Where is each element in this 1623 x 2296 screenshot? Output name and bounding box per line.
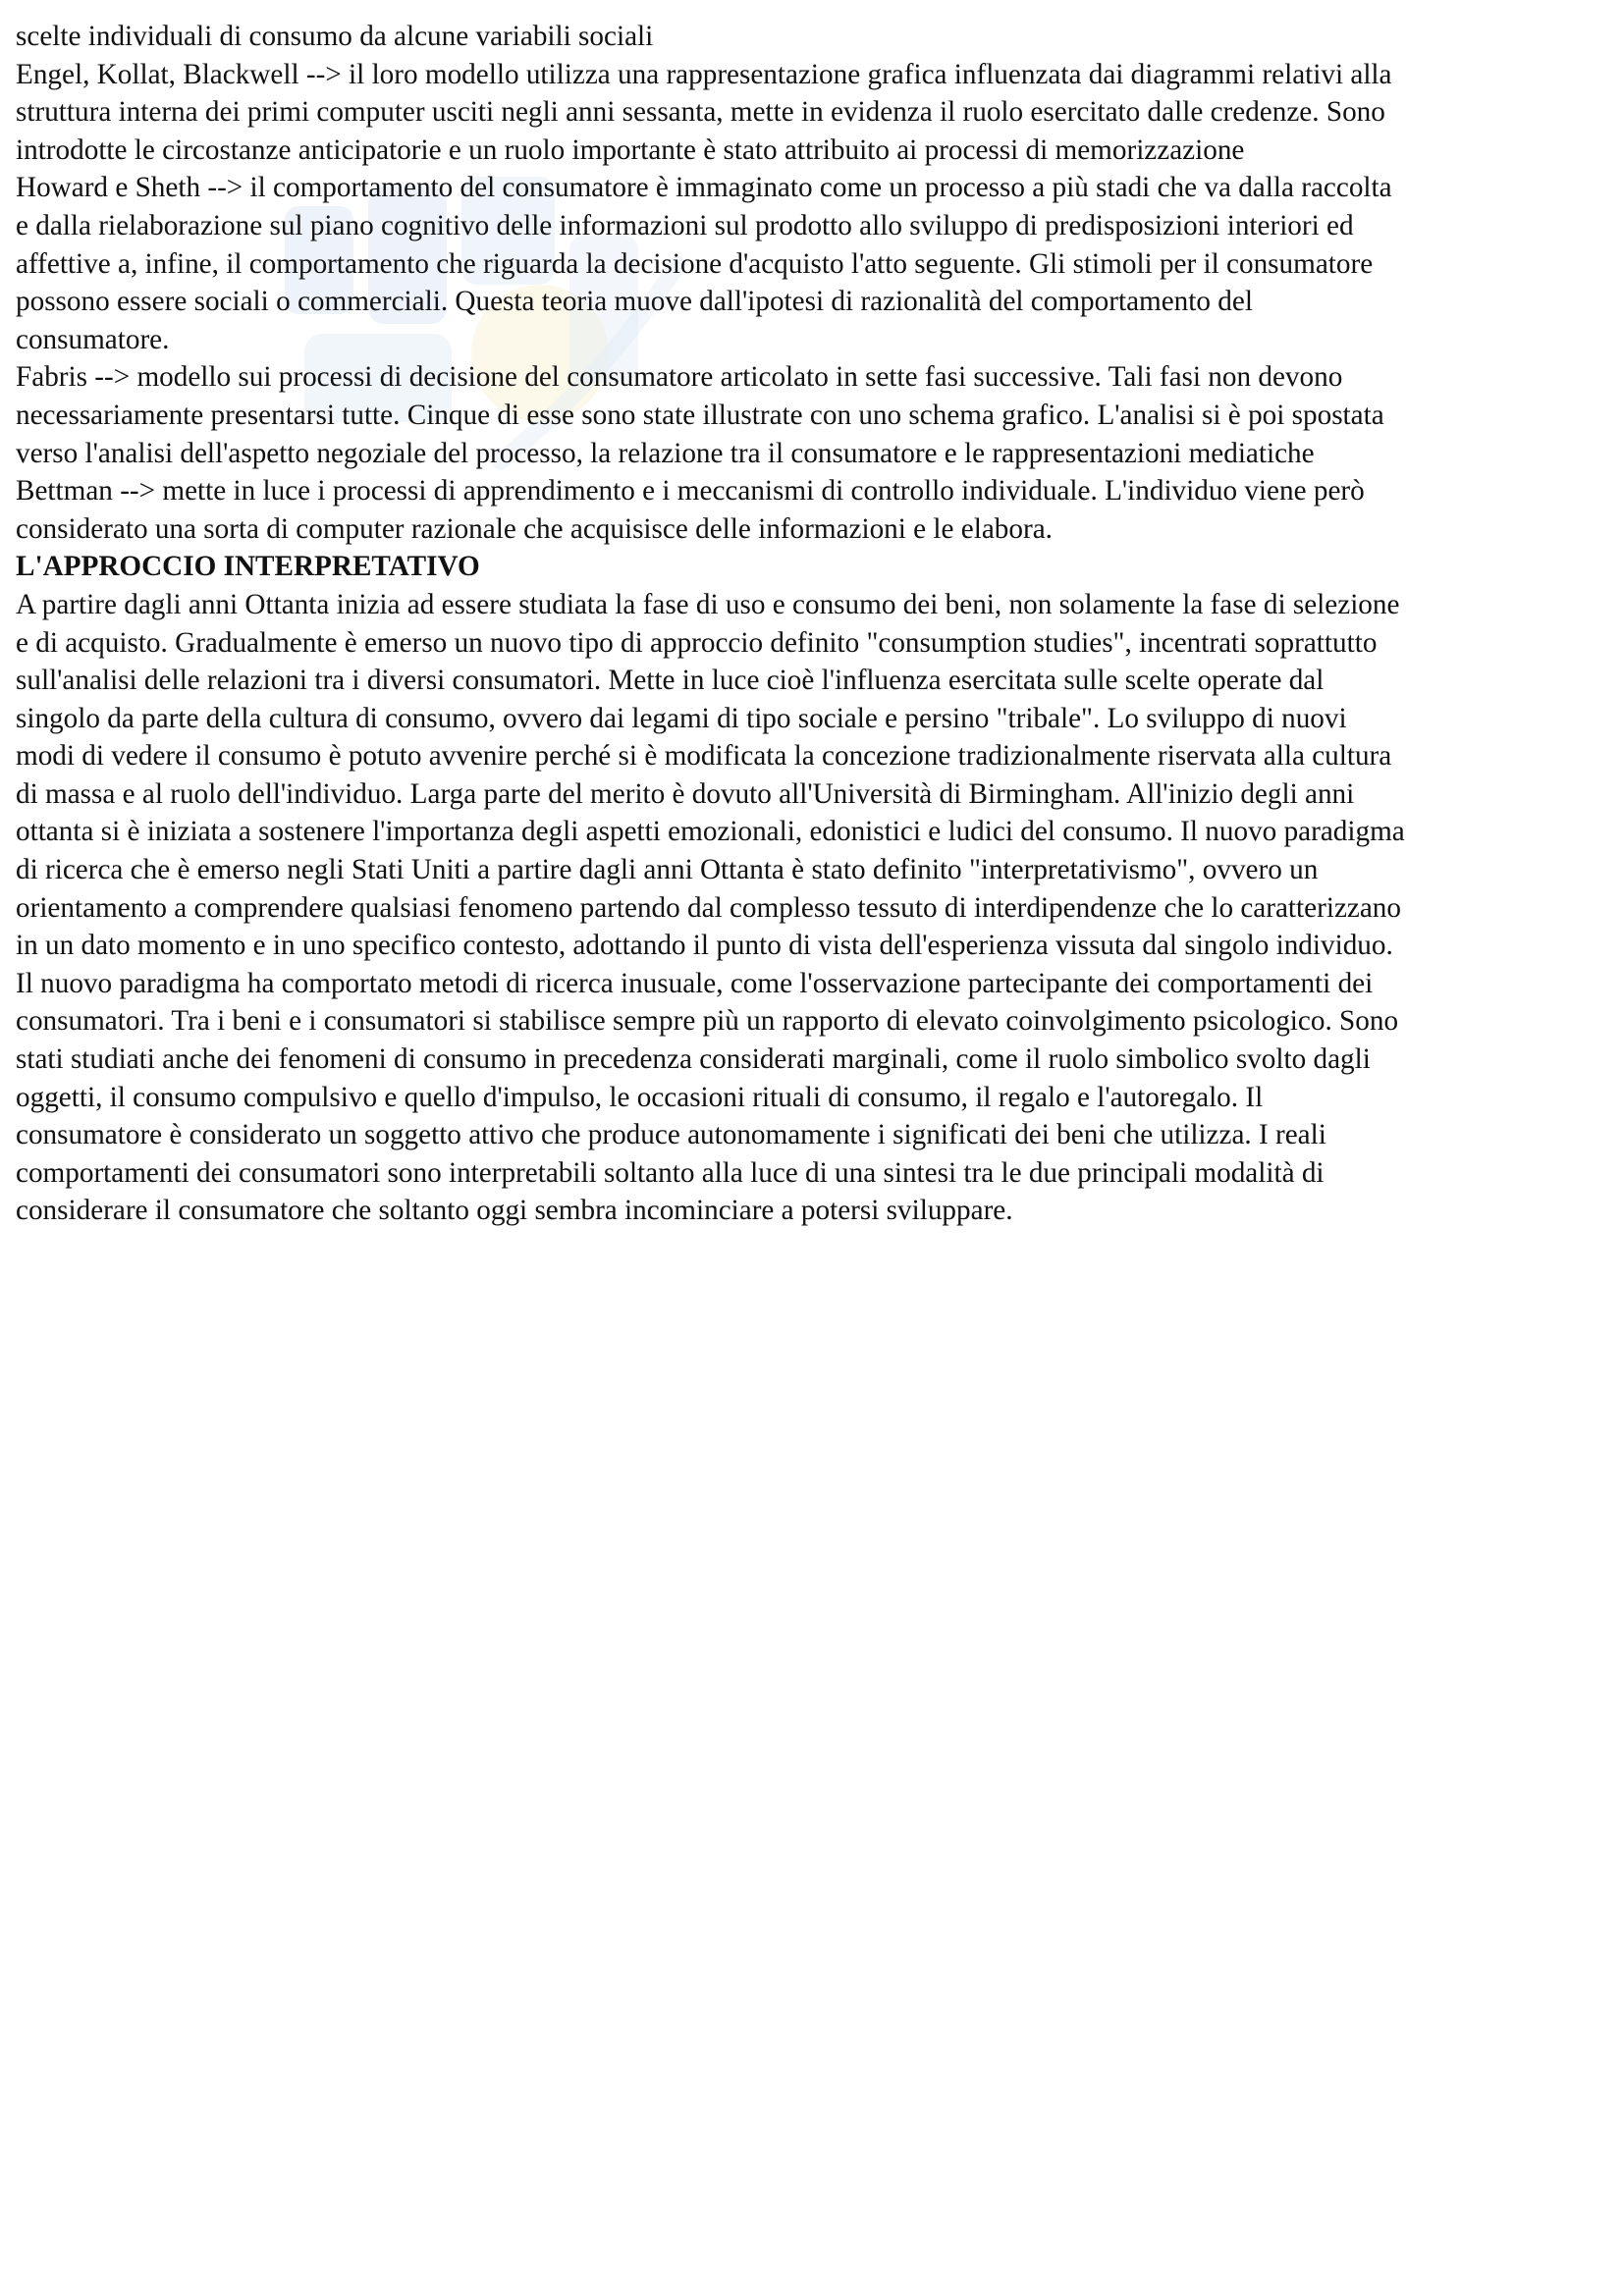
text-line: scelte individuali di consumo da alcune variabili sociali [16, 21, 654, 52]
text-line: Bettman --> mette in luce i processi di apprendimento e i meccanismi di controllo individuale. L'individuo viene però [16, 475, 1365, 507]
text-line: introdotte le circostanze anticipatorie e un ruolo importante è stato attribuito ai processi di memorizzazione [16, 133, 1245, 166]
body-line: di ricerca che è emerso negli Stati Uniti a partire dagli anni Ottanta è stato definito "interpretativismo", ovvero un [16, 854, 1319, 886]
text-line: Howard e Sheth --> il comportamento del consumatore è immaginato come un processo a più stadi che va dalla raccolta [16, 172, 1392, 204]
body-line: in un dato momento e in uno specifico contesto, adottando il punto di vista dell'esperienza vissuta dal singolo individuo. [16, 930, 1393, 962]
text-line: possono essere sociali o commerciali. Questa teoria muove dall'ipotesi di razionalità del comportamento del [16, 286, 1253, 318]
body-line: comportamenti dei consumatori sono interpretabili soltanto alla luce di una sintesi tra le due principali modalità di [16, 1156, 1325, 1189]
section-heading: L'APPROCCIO INTERPRETATIVO [16, 551, 480, 583]
body-line: considerare il consumatore che soltanto oggi sembra incominciare a potersi sviluppare. [16, 1195, 1013, 1227]
body-line: oggetti, il consumo compulsivo e quello d'impulso, le occasioni rituali di consumo, il regalo e l'autoregalo. Il [16, 1081, 1264, 1113]
text-line: verso l'analisi dell'aspetto negoziale del processo, la relazione tra il consumatore e le rappresentazioni mediatiche [16, 437, 1315, 469]
body-line: modi di vedere il consumo è potuto avvenire perché si è modificata la concezione tradizionalmente riservata alla cultura [16, 740, 1392, 773]
body-line: singolo da parte della cultura di consumo, ovvero dai legami di tipo sociale e persino "tribale". Lo sviluppo di nuovi [16, 702, 1347, 734]
body-line: stati studiati anche dei fenomeni di consumo in precedenza considerati marginali, come il ruolo simbolico svolto dagli [16, 1043, 1371, 1076]
body-line: A partire dagli anni Ottanta inizia ad essere studiata la fase di uso e consumo dei beni, non solamente la fase di selezione [16, 588, 1400, 620]
text-line: necessariamente presentarsi tutte. Cinque di esse sono state illustrate con uno schema grafico. L'analisi si è poi spostata [16, 399, 1384, 431]
body-line: sull'analisi delle relazioni tra i diversi consumatori. Mette in luce cioè l'influenza esercitata sulle scelte operate dal [16, 665, 1325, 697]
body-line: ottanta si è iniziata a sostenere l'importanza degli aspetti emozionali, edonistici e ludici del consumo. Il nuovo paradigma [16, 816, 1405, 848]
text-line: struttura interna dei primi computer usciti negli anni sessanta, mette in evidenza il ruolo esercitato dalle credenze. Sono [16, 96, 1385, 129]
body-line: orientamento a comprendere qualsiasi fenomeno partendo dal complesso tessuto di interdipendenze che lo caratterizzano [16, 891, 1401, 924]
text-line: Engel, Kollat, Blackwell --> il loro modello utilizza una rappresentazione grafica influenzata dai diagrammi relativi alla [16, 58, 1392, 90]
text-line: e dalla rielaborazione sul piano cognitivo delle informazioni sul prodotto allo sviluppo di predisposizioni interiori ed [16, 209, 1354, 241]
body-line: e di acquisto. Gradualmente è emerso un nuovo tipo di approccio definito "consumption studies", incentrati soprattutto [16, 626, 1378, 659]
body-line: consumatori. Tra i beni e i consumatori si stabilisce sempre più un rapporto di elevato coinvolgimento psicologico. Sono [16, 1005, 1399, 1038]
body-line: di massa e al ruolo dell'individuo. Larga parte del merito è dovuto all'Università di Birmingham. All'inizio degli anni [16, 777, 1355, 810]
document-body [16, 18, 1611, 1230]
text-line: considerato una sorta di computer razionale che acquisisce delle informazioni e le elabora. [16, 512, 1053, 545]
body-line: Il nuovo paradigma ha comportato metodi di ricerca inusuale, come l'osservazione partecipante dei comportamenti dei [16, 967, 1374, 999]
text-line: affettive a, infine, il comportamento che riguarda la decisione d'acquisto l'atto seguente. Gli stimoli per il consumatore [16, 247, 1374, 280]
body-line: consumatore è considerato un soggetto attivo che produce autonomamente i significati dei beni che utilizza. I reali [16, 1119, 1326, 1151]
text-line: Fabris --> modello sui processi di decisione del consumatore articolato in sette fasi successive. Tali fasi non devono [16, 361, 1343, 394]
text-line: consumatore. [16, 323, 170, 355]
